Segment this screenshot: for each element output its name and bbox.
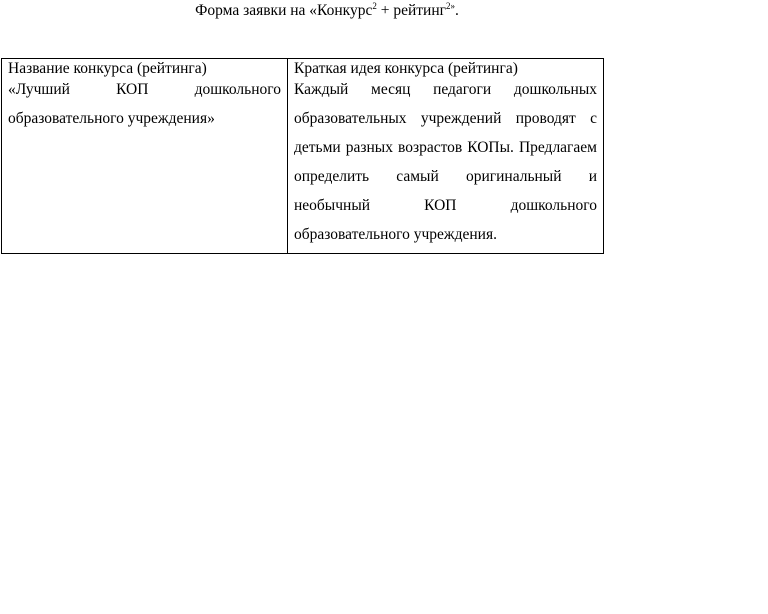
form-title (0, 0, 654, 22)
contest-idea-header: Краткая идея конкурса (рейтинга) (294, 60, 518, 77)
form-title-part1: Форма заявки на «Конкурс (195, 2, 373, 19)
form-title-sup2: 2» (446, 1, 455, 11)
contest-name-cell (2, 59, 288, 254)
form-title-sup1: 2 (372, 1, 377, 11)
contest-name-value: «Лучший КОП дошкольного образовательного учреждения» (8, 81, 281, 127)
application-form-table (1, 58, 604, 254)
contest-name-header: Название конкурса (рейтинга) (8, 60, 207, 77)
contest-idea-value: Каждый месяц педагоги дошкольных образовательных учреждений проводят с детьми разных возрастов КОПы. Предлагаем определить самый оригинальный и необычный КОП дошкольного образовательного учреждения. (294, 81, 597, 243)
form-title-part2: + рейтинг (376, 2, 446, 19)
contest-idea-cell (288, 59, 604, 254)
form-title-part3: . (455, 2, 459, 19)
table-row (2, 59, 604, 254)
